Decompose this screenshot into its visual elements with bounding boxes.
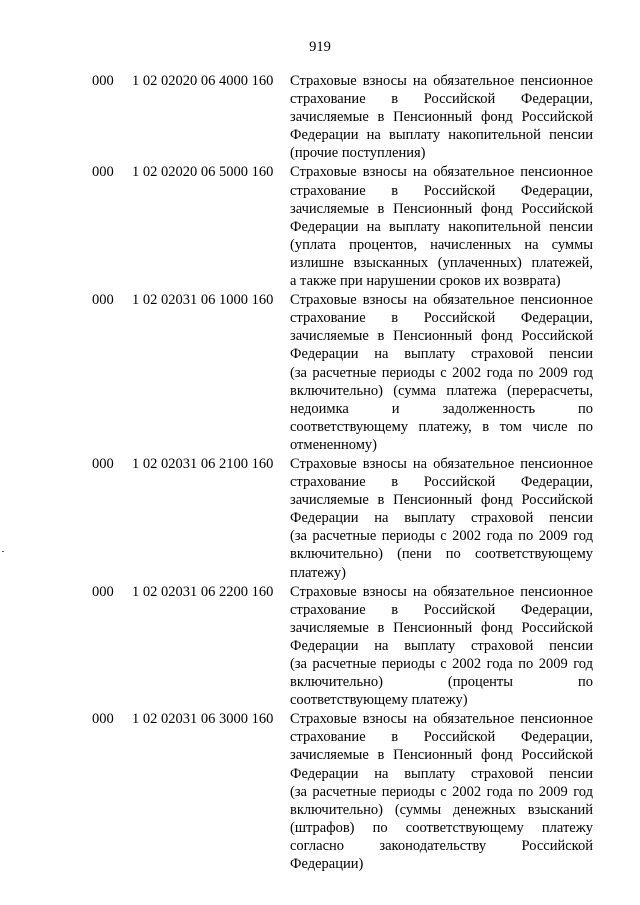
description-line: включительно) (проценты по [290,674,593,691]
description-line: зачисляемые в Пенсионный фонд Российской [290,492,593,509]
description-line: недоимка и задолженность по [290,400,593,417]
classification-entry [0,710,640,873]
budget-classification-code: 1 02 02020 06 4000 160 [132,73,274,89]
description-line: (штрафов) по соответствующему платежу [290,819,593,836]
description-line: платежу) [290,564,346,581]
income-description [290,710,593,873]
description-line: Страховые взносы на обязательное пенсионное [290,455,593,472]
budget-classification-list [0,72,640,874]
classification-entry [0,583,640,710]
description-line: включительно) (суммы денежных взысканий [290,801,593,818]
description-line: Страховые взносы на обязательное пенсионное [290,583,593,600]
page-number: 919 [309,39,331,55]
description-line: Федерации на выплату страховой пенсии [290,765,593,782]
description-line: (за расчетные периоды с 2002 года по 2009 год [290,364,593,381]
description-line: зачисляемые в Пенсионный фонд Российской [290,328,593,345]
description-line: зачисляемые в Пенсионный фонд Российской [290,200,593,217]
description-line: (за расчетные периоды с 2002 года по 2009 год [290,783,593,800]
administrator-code: 000 [92,711,114,728]
budget-classification-code: 1 02 02020 06 5000 160 [132,164,274,181]
budget-classification-code: 1 02 02031 06 2100 160 [132,455,274,472]
description-line: излишне взысканных (уплаченных) платежей, [290,254,593,271]
classification-entry [0,455,640,582]
income-description [290,72,593,162]
description-line: Страховые взносы на обязательное пенсионное [290,711,593,728]
income-description [290,163,593,290]
description-line: Федерации) [290,856,364,873]
description-line: зачисляемые в Пенсионный фонд Российской [290,747,593,764]
classification-entry [0,291,640,454]
description-line: (за расчетные периоды с 2002 года по 2009 год [290,528,593,545]
description-line: Страховые взносы на обязательное пенсионное [290,164,593,181]
description-line: страхование в Российской Федерации, [290,91,593,108]
budget-classification-code: 1 02 02031 06 1000 160 [132,292,274,309]
description-line: а также при нарушении сроков их возврата) [290,273,561,290]
administrator-code: 000 [92,455,114,472]
description-line: соответствующему платежу, в том числе по [290,418,593,435]
description-line: соответствующему платежу) [290,692,468,709]
administrator-code: 000 [92,164,114,181]
description-line: включительно) (сумма платежа (перерасчеты, [290,382,593,399]
description-line: Федерации на выплату страховой пенсии [290,637,593,654]
description-line: (прочие поступления) [290,145,426,162]
administrator-code: 000 [92,73,114,89]
description-line: зачисляемые в Пенсионный фонд Российской [290,109,593,126]
administrator-code: 000 [92,292,114,309]
description-line: страхование в Российской Федерации, [290,474,593,491]
budget-classification-code: 1 02 02031 06 2200 160 [132,583,274,600]
classification-entry [0,72,640,162]
description-line: Федерации на выплату страховой пенсии [290,510,593,527]
description-line: Страховые взносы на обязательное пенсионное [290,73,593,89]
description-line: страхование в Российской Федерации, [290,182,593,199]
description-line: зачисляемые в Пенсионный фонд Российской [290,619,593,636]
description-line: согласно законодательству Российской [290,837,593,854]
description-line: страхование в Российской Федерации, [290,310,593,327]
description-line: страхование в Российской Федерации, [290,729,593,746]
income-description [290,291,593,454]
description-line: (уплата процентов, начисленных на суммы [290,236,593,253]
scan-mark [2,551,4,552]
description-line: страхование в Российской Федерации, [290,601,593,618]
classification-entry [0,163,640,290]
description-line: отмененному) [290,436,377,453]
income-description [290,455,593,582]
administrator-code: 000 [92,583,114,600]
description-line: Страховые взносы на обязательное пенсионное [290,292,593,309]
description-line: Федерации на выплату накопительной пенсии [290,127,593,144]
description-line: (за расчетные периоды с 2002 года по 2009 год [290,656,593,672]
description-line: включительно) (пени по соответствующему [290,546,593,563]
budget-classification-code: 1 02 02031 06 3000 160 [132,711,274,728]
description-line: Федерации на выплату страховой пенсии [290,346,593,363]
income-description [290,583,593,710]
description-line: Федерации на выплату накопительной пенсии [290,218,593,235]
